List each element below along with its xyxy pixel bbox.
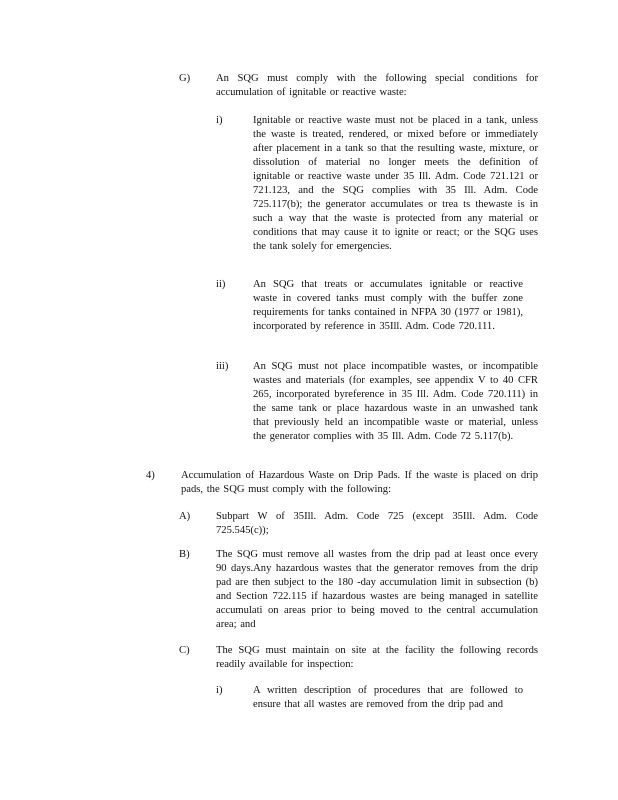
- item-label: G): [179, 73, 191, 84]
- item-text: The SQG must remove all wastes from the drip pad at least once every 90 days.Any hazardous wastes that the generator removes from the drip pad are then subject to the 180 -day accumulation limit in subsection (b) and Section 722.115 if hazardous wastes are being managed in satellite accumulati on areas prior to being moved to the central accumulation area; and: [216, 549, 538, 630]
- item-text: An SQG must not place incompatible wastes, or incompatible wastes and materials (for examples, see appendix V to 40 CFR 265, incorporated byreference in 35 Ill. Adm. Code 720.111) in the same tank or place hazardous waste in an unwashed tank that previously held an incompatible waste or material, unless the generator complies with 35 Ill. Adm. Code 72 5.117(b).: [253, 361, 538, 442]
- item-label: ii): [216, 279, 226, 290]
- item-text: An SQG that treats or accumulates ignitable or reactive waste in covered tanks must comply with the buffer zone requirements for tanks contained in NFPA 30 (1977 or 1981), incorporated by reference in 35Ill. Adm. Code 720.111.: [253, 279, 523, 332]
- item-label: i): [216, 115, 223, 126]
- item-label: 4): [146, 470, 155, 481]
- item-text: Subpart W of 35Ill. Adm. Code 725 (except 35Ill. Adm. Code 725.545(c));: [216, 511, 538, 536]
- item-text: Accumulation of Hazardous Waste on Drip Pads. If the waste is placed on drip pads, the SQG must comply with the following:: [181, 470, 538, 495]
- item-label: B): [179, 549, 190, 560]
- item-label: i): [216, 685, 223, 696]
- item-text: A written description of procedures that are followed to ensure that all wastes are removed from the drip pad and: [253, 685, 523, 710]
- item-label: C): [179, 645, 190, 656]
- item-text: An SQG must comply with the following special conditions for accumulation of ignitable or reactive waste:: [216, 73, 538, 98]
- item-label: A): [179, 511, 191, 522]
- item-text: Ignitable or reactive waste must not be placed in a tank, unless the waste is treated, rendered, or mixed before or immediately after placement in a tank so that the resulting waste, mixture, or dissolution of material no longer meets the definition of ignitable or reactive waste under 35 Ill. Adm. Code 721.121 or 721.123, and the SQG complies with 35 Ill. Adm. Code 725.117(b); the generator accumulates or trea ts thewaste is in such a way that the waste is protected from any material or conditions that may cause it to ignite or react; or the SQG uses the tank solely for emergencies.: [253, 115, 538, 252]
- item-text: The SQG must maintain on site at the facility the following records readily available for inspection:: [216, 645, 538, 670]
- item-label: iii): [216, 361, 229, 372]
